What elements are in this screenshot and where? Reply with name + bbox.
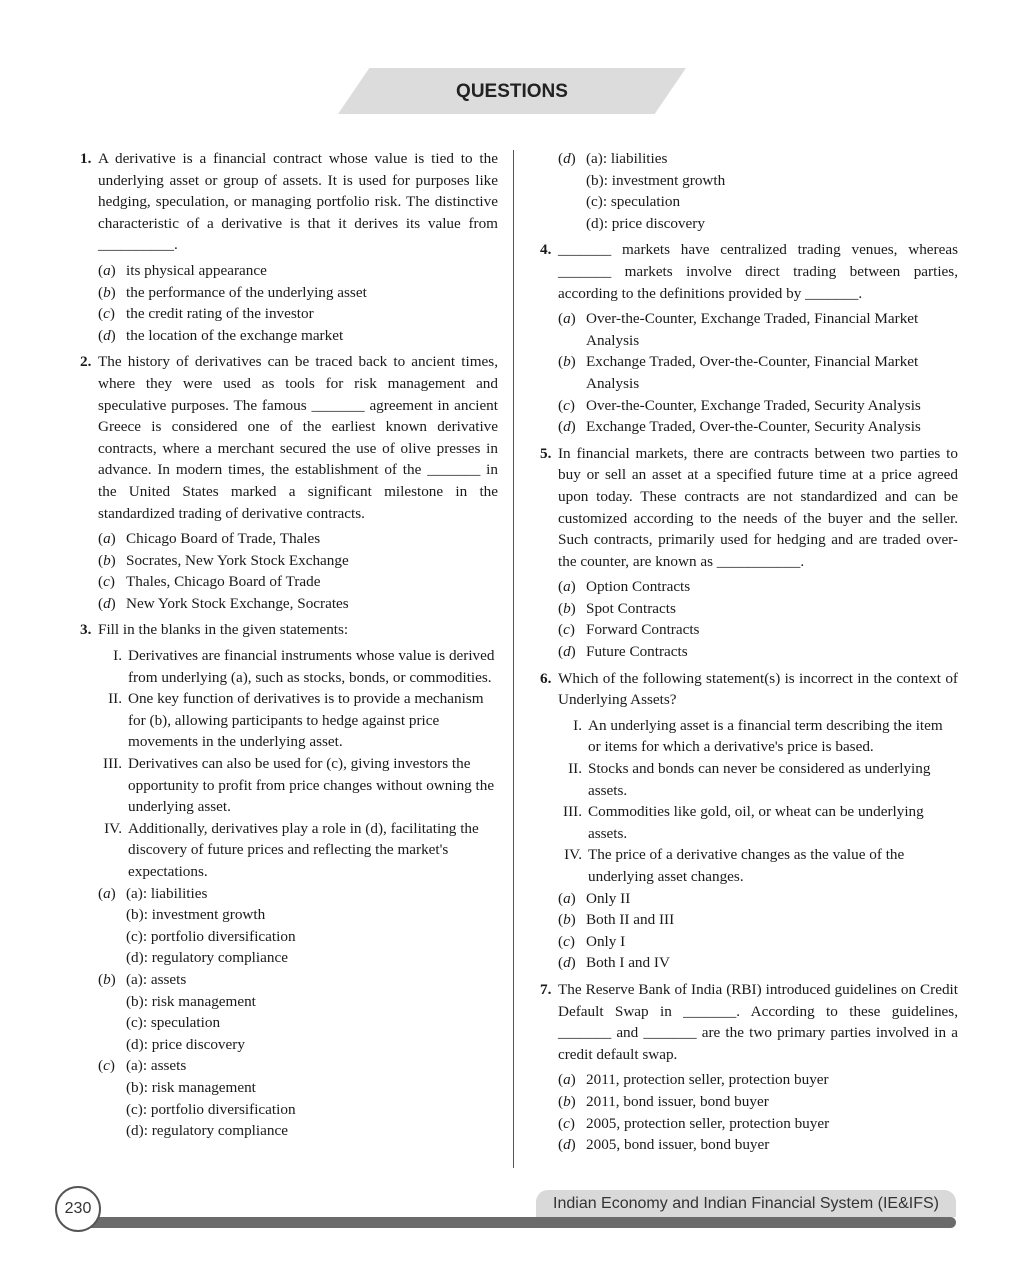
option-text: 2011, protection seller, protection buyer — [586, 1071, 829, 1089]
option-text: 2005, bond issuer, bond buyer — [586, 1136, 770, 1154]
option-text: Over-the-Counter, Exchange Traded, Security Analysis — [586, 396, 921, 414]
option — [558, 888, 958, 910]
option — [558, 395, 958, 417]
option-text: Spot Contracts — [586, 599, 676, 617]
option-text: Only I — [586, 932, 626, 950]
option-part: (a): liabilities — [586, 150, 668, 167]
statement — [558, 715, 958, 758]
question-number: 6. — [540, 669, 552, 687]
option — [558, 931, 958, 953]
option — [98, 282, 498, 304]
question-2 — [80, 351, 498, 524]
options-q2 — [80, 528, 498, 614]
statement-number: II. — [568, 760, 582, 778]
statement-text: One key function of derivatives is to provide a mechanism for (b), allowing participants to hedge against price movements in the underlying asset. — [128, 690, 484, 751]
option-part: (a): assets — [126, 970, 187, 988]
question-text: Fill in the blanks in the given statements: — [98, 621, 349, 639]
statement — [558, 801, 958, 844]
option-label: ( d ) — [558, 416, 576, 438]
question-number: 4. — [540, 241, 552, 259]
option-text: Forward Contracts — [586, 621, 700, 639]
statement-number: IV. — [104, 819, 122, 837]
options-q1 — [80, 260, 498, 346]
statement-number: I. — [113, 647, 122, 665]
options-q4 — [540, 308, 958, 438]
option-label: ( d ) — [558, 148, 576, 170]
statement — [98, 688, 498, 753]
option-text: Socrates, New York Stock Exchange — [126, 551, 349, 569]
option-label: ( a ) — [558, 576, 576, 598]
option — [558, 1134, 958, 1156]
option-label: ( b ) — [98, 969, 116, 991]
option-part: (c): speculation — [586, 193, 681, 211]
option-label: ( c ) — [558, 619, 575, 641]
statements-q6 — [540, 715, 958, 888]
options-q5 — [540, 576, 958, 662]
option-label: ( d ) — [98, 593, 116, 615]
statement — [98, 818, 498, 883]
option — [558, 148, 958, 234]
statement-number: III. — [563, 803, 582, 821]
option-text: 2011, bond issuer, bond buyer — [586, 1092, 769, 1110]
option-label: ( a ) — [98, 260, 116, 282]
option-label: ( d ) — [558, 952, 576, 974]
question-text: Which of the following statement(s) is incorrect in the context of Underlying Assets? — [558, 669, 958, 709]
option-label: ( c ) — [98, 571, 115, 593]
option-label: ( a ) — [558, 888, 576, 910]
option-text: Future Contracts — [586, 643, 688, 661]
question-3 — [80, 619, 498, 641]
option-text: Both II and III — [586, 911, 675, 929]
option — [558, 416, 958, 438]
statement-text: The price of a derivative changes as the value of the underlying asset changes. — [588, 846, 905, 885]
statement-text: Additionally, derivatives play a role in (d), facilitating the discovery of future prices and reflecting the market's expectations. — [128, 819, 479, 880]
option — [98, 528, 498, 550]
statements-q3 — [80, 645, 498, 883]
option — [98, 969, 498, 1055]
statement-number: II. — [108, 690, 122, 708]
option-label: ( a ) — [98, 883, 116, 905]
option-text: Option Contracts — [586, 578, 691, 596]
option-part: (c): portfolio diversification — [126, 927, 296, 945]
option — [98, 260, 498, 282]
option — [558, 1091, 958, 1113]
option-text: Over-the-Counter, Exchange Traded, Financial Market Analysis — [586, 310, 919, 349]
option — [98, 883, 498, 969]
option-label: ( a ) — [558, 308, 576, 330]
options-q7 — [540, 1069, 958, 1155]
option — [98, 325, 498, 347]
options-q6 — [540, 888, 958, 974]
option-part: (d): regulatory compliance — [126, 1122, 288, 1140]
left-column — [80, 148, 498, 1142]
option — [558, 1069, 958, 1091]
option-text: the credit rating of the investor — [126, 305, 314, 323]
statement — [558, 758, 958, 801]
option — [98, 550, 498, 572]
option-label: ( a ) — [98, 528, 116, 550]
option-label: ( d ) — [558, 1134, 576, 1156]
option-part: (a): liabilities — [126, 884, 208, 902]
option — [558, 641, 958, 663]
option — [558, 308, 958, 351]
option — [558, 1113, 958, 1135]
option-part: (b): risk management — [126, 1078, 256, 1096]
statement-text: Derivatives can also be used for (c), giving investors the opportunity to profit from price changes without owning the underlying asset. — [128, 755, 495, 816]
option-label: ( b ) — [558, 351, 576, 373]
option-label: ( b ) — [558, 909, 576, 931]
column-divider — [513, 150, 514, 1168]
options-q3-continued — [540, 148, 958, 234]
statement-text: Derivatives are financial instruments whose value is derived from underlying (a), such as stocks, bonds, or commodities. — [128, 647, 495, 686]
option-label: ( b ) — [98, 282, 116, 304]
option-text: Both I and IV — [586, 954, 670, 972]
statement-text: Commodities like gold, oil, or wheat can be underlying assets. — [588, 803, 924, 842]
option — [558, 576, 958, 598]
option-label: ( c ) — [558, 931, 575, 953]
statement-number: IV. — [564, 846, 582, 864]
option-label: ( a ) — [558, 1069, 576, 1091]
question-text: In financial markets, there are contracts between two parties to buy or sell an asset at a specified future time at a price agreed upon today. These contracts are not standardized and can be customized according to the needs of the buyer and the seller. Such contracts, primarily used for hedging and are traded over-the counter, are known as ___________. — [558, 444, 958, 570]
option-label: ( b ) — [558, 598, 576, 620]
option — [98, 571, 498, 593]
option-label: ( d ) — [558, 641, 576, 663]
option — [558, 598, 958, 620]
option-part: (c): speculation — [126, 1014, 221, 1032]
statement-text: An underlying asset is a financial term describing the item or items for which a derivative's price is based. — [588, 716, 943, 756]
option-text: Exchange Traded, Over-the-Counter, Financial Market Analysis — [586, 353, 919, 392]
option-label: ( c ) — [98, 1055, 115, 1077]
option-text: Only II — [586, 889, 631, 907]
question-6 — [540, 668, 958, 711]
option-label: ( d ) — [98, 325, 116, 347]
statement — [98, 753, 498, 818]
question-text: _______ markets have centralized trading venues, whereas _______ markets involve direct trading between parties, according to the definitions provided by _______. — [558, 241, 958, 302]
options-q3 — [80, 883, 498, 1142]
option-part: (d): price discovery — [586, 214, 705, 232]
question-number: 3. — [80, 621, 92, 639]
page-title: QUESTIONS — [456, 81, 568, 102]
question-text: The Reserve Bank of India (RBI) introduced guidelines on Credit Default Swap in _______. According to these guidelines, _______ and _______ are the two primary parties involved in a credit default swap. — [558, 980, 958, 1063]
statement-text: Stocks and bonds can never be considered as underlying assets. — [588, 760, 931, 799]
question-number: 5. — [540, 444, 552, 462]
question-number: 7. — [540, 980, 552, 998]
option-part: (c): portfolio diversification — [126, 1100, 296, 1118]
statement — [558, 844, 958, 887]
option-label: ( c ) — [558, 395, 575, 417]
option — [558, 351, 958, 394]
question-1 — [80, 148, 498, 256]
question-5 — [540, 443, 958, 573]
option-text: the location of the exchange market — [126, 326, 344, 344]
statement-number: III. — [103, 755, 122, 773]
option-part: (d): regulatory compliance — [126, 949, 288, 967]
option-text: Exchange Traded, Over-the-Counter, Security Analysis — [586, 418, 921, 436]
option-text: its physical appearance — [126, 261, 267, 279]
page-number: 230 — [55, 1186, 101, 1232]
option-part: (a): assets — [126, 1057, 187, 1075]
statement — [98, 645, 498, 688]
question-text: A derivative is a financial contract whose value is tied to the underlying asset or group of assets. It is used for purposes like hedging, speculation, or managing portfolio risk. The distinctive characteristic of a derivative is that it derives its value from __________. — [98, 150, 498, 254]
option-text: 2005, protection seller, protection buyer — [586, 1114, 830, 1132]
option-text: New York Stock Exchange, Socrates — [126, 594, 349, 612]
option-label: ( b ) — [98, 550, 116, 572]
option — [98, 1055, 498, 1141]
option — [558, 952, 958, 974]
option — [98, 593, 498, 615]
option — [558, 909, 958, 931]
question-text: The history of derivatives can be traced back to ancient times, where they were used as tools for risk management and speculative purposes. The famous _______ agreement in ancient Greece is considered one of the earliest known derivative contracts, where a merchant secured the use of olive presses in advance. In modern times, the establishment of the _______ in the United States marked a significant milestone in the standardized trading of derivative contracts. — [98, 353, 498, 522]
statement-number: I. — [573, 716, 582, 734]
option-part: (b): risk management — [126, 992, 256, 1010]
footer-bar — [80, 1217, 956, 1228]
option — [98, 303, 498, 325]
option-label: ( c ) — [98, 303, 115, 325]
question-number: 2. — [80, 353, 92, 371]
footer-book-title: Indian Economy and Indian Financial System (IE&IFS) — [553, 1195, 939, 1212]
option-text: the performance of the underlying asset — [126, 283, 367, 301]
option-part: (b): investment growth — [586, 171, 726, 189]
option-text: Chicago Board of Trade, Thales — [126, 530, 321, 548]
option-text: Thales, Chicago Board of Trade — [126, 573, 321, 591]
question-7 — [540, 979, 958, 1065]
question-4 — [540, 239, 958, 304]
right-column — [540, 148, 958, 1156]
option-label: ( c ) — [558, 1113, 575, 1135]
question-number: 1. — [80, 150, 92, 167]
option-label: ( b ) — [558, 1091, 576, 1113]
option — [558, 619, 958, 641]
option-part: (b): investment growth — [126, 906, 266, 924]
option-part: (d): price discovery — [126, 1035, 245, 1053]
